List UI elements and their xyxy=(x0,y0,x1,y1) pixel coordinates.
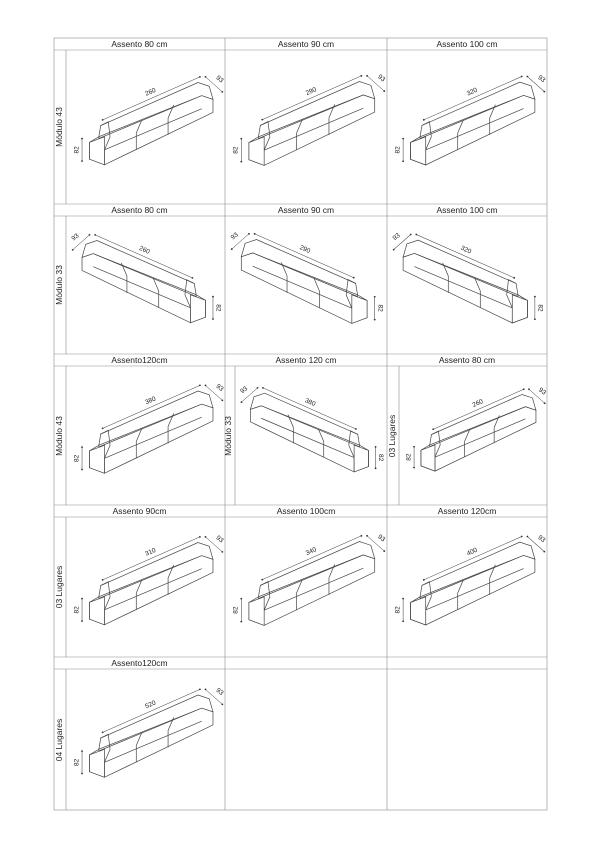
row-side-label xyxy=(52,366,66,505)
depth-dimension-label: 93 xyxy=(391,232,402,243)
column-header: Assento 90 cm xyxy=(277,39,335,49)
sofa-drawing xyxy=(73,534,225,624)
width-dimension-label: 260 xyxy=(144,86,158,98)
row-side-label-text: 03 Lugares xyxy=(387,414,397,457)
height-dimension-label: 82 xyxy=(394,606,402,614)
depth-dimension-label: 93 xyxy=(536,534,547,545)
width-dimension-label: 380 xyxy=(144,395,158,407)
width-dimension-label: 260 xyxy=(137,244,151,256)
height-dimension-label: 82 xyxy=(73,146,81,154)
width-dimension-label: 260 xyxy=(471,398,485,409)
column-header: Assento 80 cm xyxy=(111,39,168,49)
height-dimension-label: 82 xyxy=(73,454,81,462)
sofa-drawing xyxy=(73,687,225,777)
depth-dimension-label: 93 xyxy=(214,382,225,393)
depth-dimension-label: 93 xyxy=(537,386,548,397)
column-header: Assento 120 cm xyxy=(275,355,337,365)
width-dimension-label: 320 xyxy=(465,86,479,98)
column-header: Assento 100cm xyxy=(276,506,336,516)
width-dimension-label: 310 xyxy=(144,546,158,558)
width-dimension-label: 290 xyxy=(304,86,318,98)
row-side-label xyxy=(52,216,66,354)
sofa-drawing xyxy=(230,231,384,323)
row-side-label-text: Módulo 33 xyxy=(54,265,64,305)
sofa-drawing xyxy=(394,534,546,625)
height-dimension-label: 82 xyxy=(232,146,240,154)
height-dimension-label: 82 xyxy=(376,304,384,312)
row-side-label-text: 04 Lugares xyxy=(54,718,64,761)
row-side-label-text: Módulo 43 xyxy=(54,415,64,456)
height-dimension-label: 82 xyxy=(73,606,81,614)
depth-dimension-label: 93 xyxy=(214,534,225,545)
depth-dimension-label: 93 xyxy=(239,385,250,396)
row-side-label xyxy=(52,50,66,204)
sofa-drawing xyxy=(232,533,386,625)
width-dimension-label: 290 xyxy=(298,244,312,256)
sofa-drawing xyxy=(392,232,544,323)
depth-dimension-label: 93 xyxy=(214,686,225,697)
column-header: Assento 90cm xyxy=(112,506,167,516)
width-dimension-label: 520 xyxy=(144,699,158,711)
width-dimension-label: 380 xyxy=(303,397,317,408)
sofa-drawing xyxy=(70,232,221,323)
column-header: Assento 100 cm xyxy=(436,205,498,215)
sofa-drawing xyxy=(394,74,546,165)
depth-dimension-label: 93 xyxy=(536,74,547,85)
row-side-label-text: Módulo 43 xyxy=(54,107,64,147)
sofa-drawing xyxy=(73,383,225,473)
sofa-drawing xyxy=(406,387,548,472)
height-dimension-label: 82 xyxy=(214,304,222,312)
width-dimension-label: 340 xyxy=(304,546,318,558)
column-header: Assento 80 cm xyxy=(438,355,496,365)
height-dimension-label: 82 xyxy=(377,453,385,462)
sofa-drawing xyxy=(73,74,225,164)
column-header: Assento 120cm xyxy=(437,506,497,516)
sofa-drawing xyxy=(232,73,386,165)
height-dimension-label: 82 xyxy=(394,146,402,154)
height-dimension-label: 82 xyxy=(232,606,240,614)
height-dimension-label: 82 xyxy=(73,758,81,766)
row-side-label-text: Módulo 33 xyxy=(223,415,233,456)
row-side-label xyxy=(221,366,235,505)
sofa-drawing xyxy=(239,385,384,472)
depth-dimension-label: 93 xyxy=(229,231,240,242)
width-dimension-label: 320 xyxy=(459,244,473,256)
column-header: Assento120cm xyxy=(111,355,168,365)
row-side-label xyxy=(385,366,399,505)
column-header: Assento 80 cm xyxy=(111,205,168,215)
height-dimension-label: 82 xyxy=(405,453,413,461)
row-side-label-text: 03 Lugares xyxy=(54,565,64,609)
width-dimension-label: 400 xyxy=(465,546,479,558)
row-side-label xyxy=(52,517,66,657)
row-side-label xyxy=(52,669,66,810)
column-header: Assento 90 cm xyxy=(277,205,335,215)
depth-dimension-label: 93 xyxy=(70,232,81,243)
height-dimension-label: 82 xyxy=(536,304,544,312)
depth-dimension-label: 93 xyxy=(214,74,225,85)
column-header: Assento 100 cm xyxy=(436,39,498,49)
depth-dimension-label: 93 xyxy=(376,533,387,544)
depth-dimension-label: 93 xyxy=(376,73,387,84)
column-header: Assento120cm xyxy=(111,658,168,668)
